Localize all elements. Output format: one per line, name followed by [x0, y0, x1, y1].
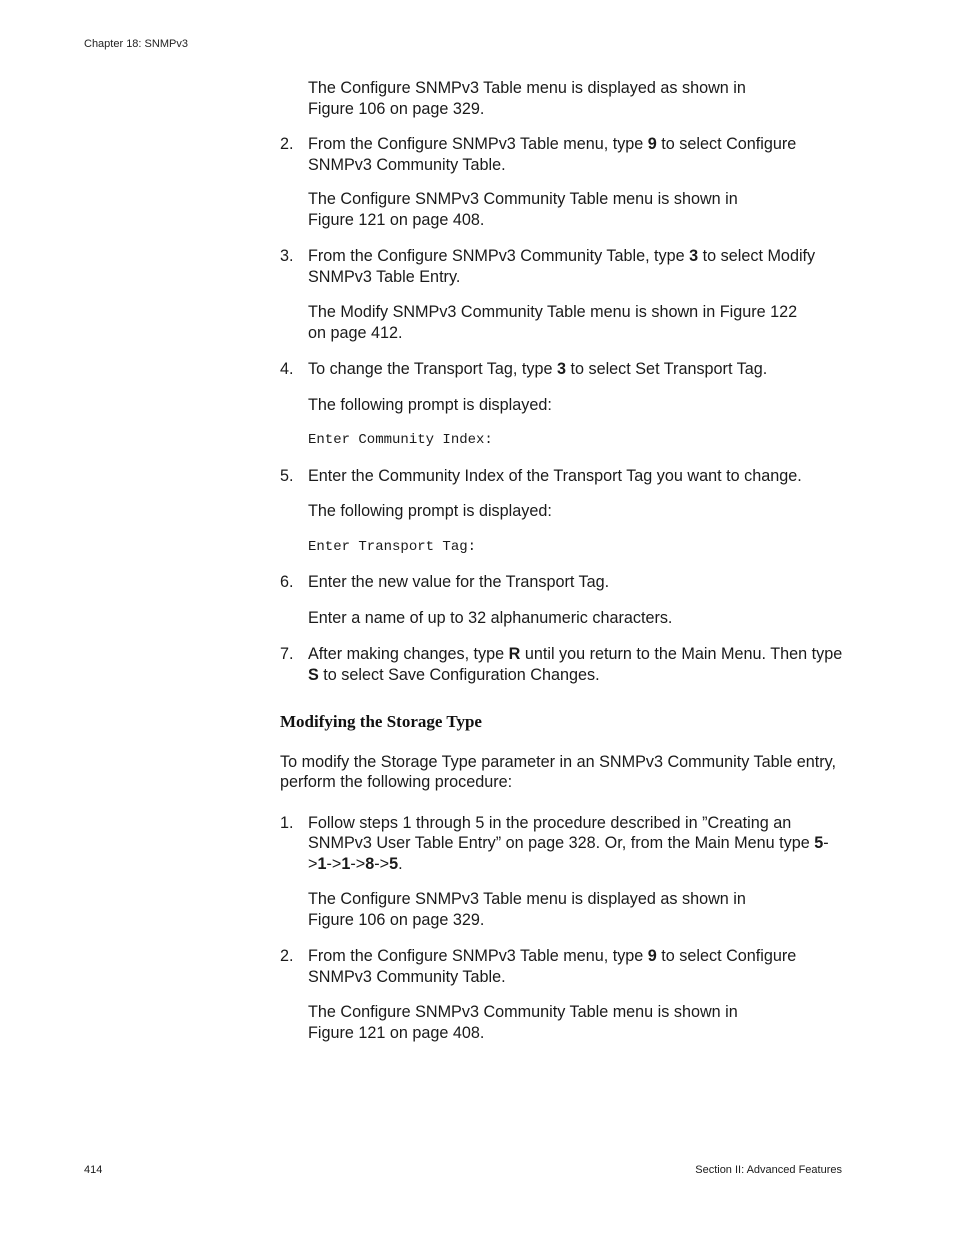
step-6: 6. Enter the new value for the Transport Tag. [280, 573, 610, 591]
storage-step-2-note: The Configure SNMPv3 Community Table menu is shown in Figure 121 on page 408. [308, 1003, 738, 1042]
intro-paragraph: The Configure SNMPv3 Table menu is displayed as shown in Figure 106 on page 329. [308, 79, 746, 118]
step-2: 2. From the Configure SNMPv3 Table menu, type 9 to select Configure SNMPv3 Community Table. [280, 135, 797, 174]
running-footer: Section II: Advanced Features [695, 1164, 842, 1176]
step-7: 7. After making changes, type R until you return to the Main Menu. Then type S to select Save Configuration Changes. [280, 645, 843, 684]
prompt-community-index: Enter Community Index: [308, 432, 493, 448]
step-4: 4. To change the Transport Tag, type 3 to select Set Transport Tag. [280, 360, 768, 378]
step-6-note: Enter a name of up to 32 alphanumeric characters. [308, 608, 673, 627]
section-heading: Modifying the Storage Type [280, 712, 482, 731]
prompt-transport-tag: Enter Transport Tag: [308, 538, 477, 555]
step-5: 5. Enter the Community Index of the Transport Tag you want to change. [280, 466, 802, 485]
running-header: Chapter 18: SNMPv3 [84, 38, 188, 50]
step-3: 3. From the Configure SNMPv3 Community Table, type 3 to select Modify SNMPv3 Table Entry. [280, 247, 816, 286]
section-intro: To modify the Storage Type parameter in an SNMPv3 Community Table entry, perform the following procedure: [280, 752, 837, 791]
storage-step-1: 1. Follow steps 1 through 5 in the procedure described in ”Creating an SNMPv3 User Table Entry” on page 328. Or, from the Main Menu type 5->1->1->8->5. [280, 813, 829, 873]
step-5-note: The following prompt is displayed: [308, 502, 552, 520]
storage-step-1-note: The Configure SNMPv3 Table menu is displayed as shown in Figure 106 on page 329. [308, 890, 746, 929]
step-4-note: The following prompt is displayed: [308, 395, 552, 414]
storage-step-2: 2. From the Configure SNMPv3 Table menu, type 9 to select Configure SNMPv3 Community Table. [280, 947, 797, 986]
page-number: 414 [84, 1164, 103, 1176]
step-3-note: The Modify SNMPv3 Community Table menu is shown in Figure 122 on page 412. [308, 303, 798, 342]
page-body [280, 78, 850, 1043]
step-2-note: The Configure SNMPv3 Community Table menu is shown in Figure 121 on page 408. [308, 190, 738, 229]
